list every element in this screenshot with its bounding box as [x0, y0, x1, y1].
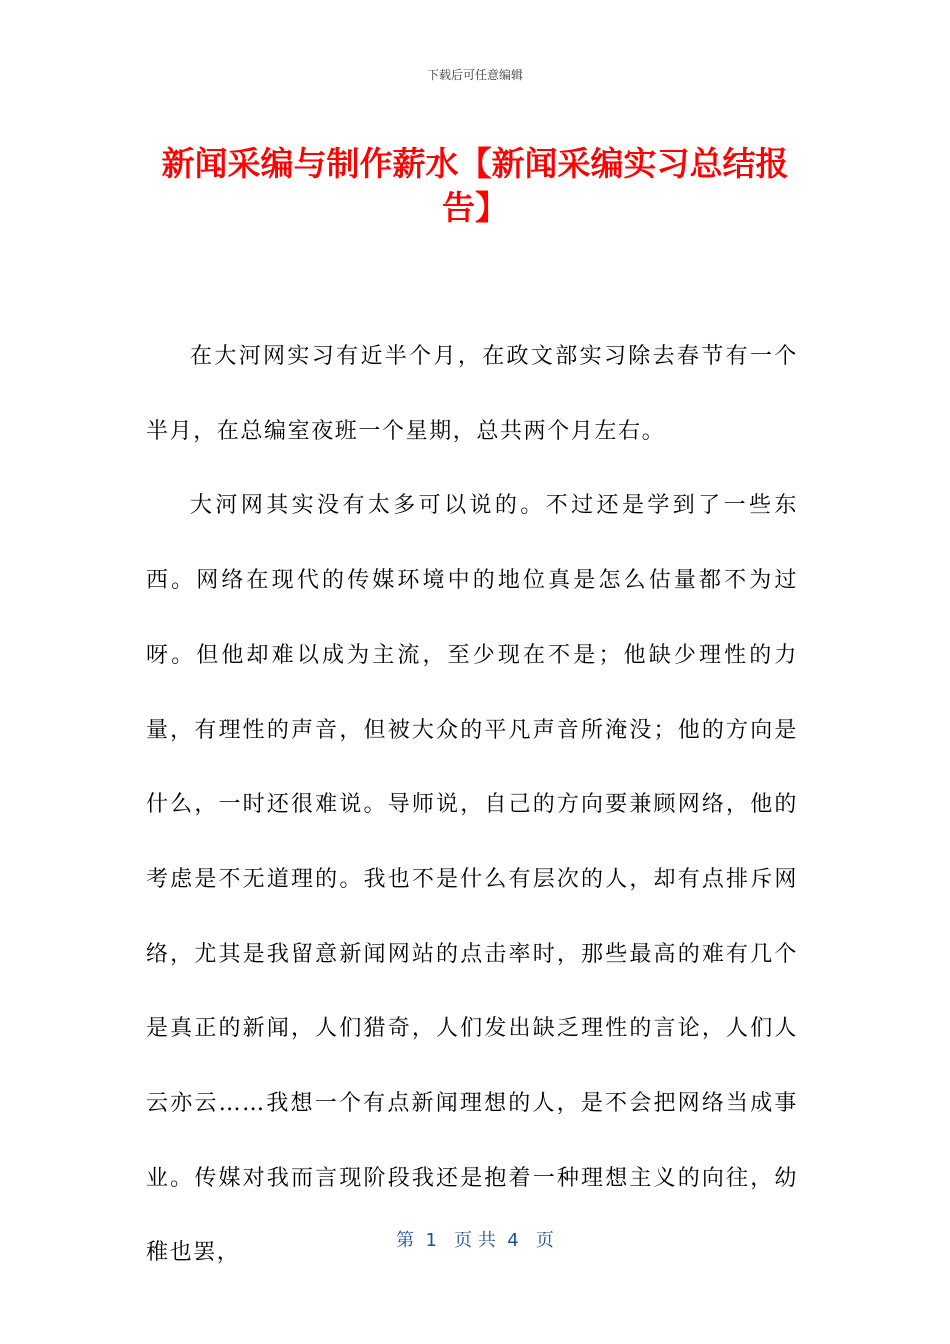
page-number-footer: 第 1 页 共 4 页: [396, 1230, 554, 1251]
paragraph: 大河网其实没有太多可以说的。不过还是学到了一些东西。网络在现代的传媒环境中的地位真是怎么估量都不为过呀。但他却难以成为主流，至少现在不是；他缺少理性的力量，有理性的声音，但被大众的平凡声音所淹没；他的方向是什么，一时还很难说。导师说，自己的方向要兼顾网络，他的考虑是不无道理的。我也不是什么有层次的人，却有点排斥网络，尤其是我留意新闻网站的点击率时，那些最高的难有几个是真正的新闻，人们猎奇，人们发出缺乏理性的言论，人们人云亦云……我想一个有点新闻理想的人，是不会把网络当成事业。传媒对我而言现阶段我还是抱着一种理想主义的向往，幼稚也罢，: [146, 493, 798, 1266]
paragraph: 在大河网实习有近半个月，在政文部实习除去春节有一个半月，在总编室夜班一个星期，总共两个月左右。: [146, 344, 798, 444]
header-note: 下载后可任意编辑: [426, 68, 523, 82]
document-body: [146, 320, 798, 1291]
document-title: 新闻采编与制作薪水【新闻采编实习总结报告】: [161, 144, 789, 227]
